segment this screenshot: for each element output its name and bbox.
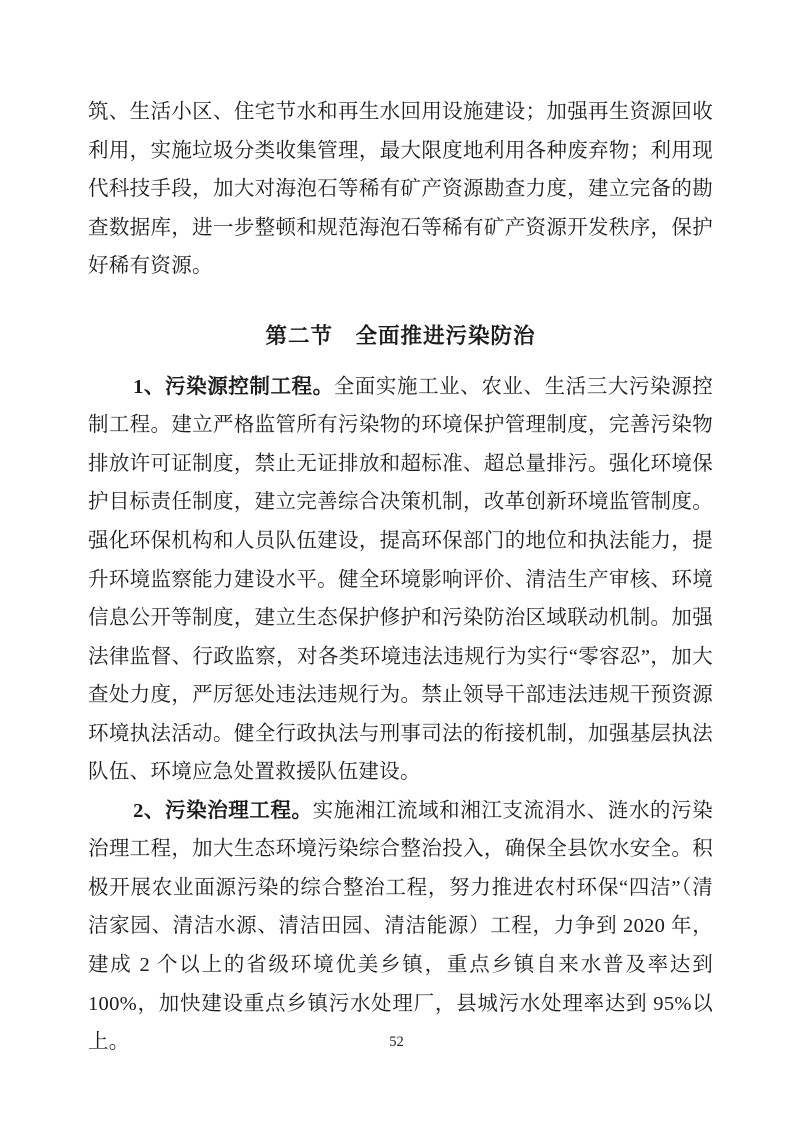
item-2-body: 实施湘江流域和湘江支流涓水、涟水的污染治理工程，加大生态环境污染综合整治投入，确保全县饮水安全。积极开展农业面源污染的综合整治工程，努力推进农村环保“四洁”（清洁家园、清洁水源、清洁田园、清洁能源）工程，力争到 2020 年，建成 2 个以上的省级环境优美乡镇，重点乡镇自来水普及率达到 100%，加快建设重点乡镇污水处理厂，县城污水处理率达到 95%以上。 [88, 799, 714, 1054]
item-2-lead: 2、污染治理工程。 [133, 799, 313, 822]
pollution-source-control-paragraph [88, 368, 713, 792]
page-number: 52 [389, 1034, 404, 1050]
pollution-treatment-paragraph [88, 792, 713, 1062]
body-text-continuation: 筑、生活小区、住宅节水和再生水回用设施建设；加强再生资源回收利用，实施垃圾分类收集管理，最大限度地利用各种废弃物；利用现代科技手段，加大对海泡石等稀有矿产资源勘查力度，建立完备的勘查数据库，进一步整顿和规范海泡石等稀有矿产资源开发秩序，保护好稀有资源。 [88, 101, 713, 278]
item-1-body: 全面实施工业、农业、生活三大污染源控制工程。建立严格监管所有污染物的环境保护管理制度，完善污染物排放许可证制度，禁止无证排放和超标准、超总量排污。强化环境保护目标责任制度，建立完善综合决策机制，改革创新环境监管制度。强化环保机构和人员队伍建设，提高环保部门的地位和执法能力，提升环境监察能力建设水平。健全环境影响评价、清洁生产审核、环境信息公开等制度，建立生态保护修护和污染防治区域联动机制。加强法律监督、行政监察，对各类环境违法违规行为实行“零容忍”，加大查处力度，严厉惩处违法违规行为。禁止领导干部违法违规干预资源环境执法活动。健全行政执法与刑事司法的衔接机制，加强基层执法队伍、环境应急处置救援队伍建设。 [88, 375, 713, 784]
section-heading: 第二节 全面推进污染防治 [265, 323, 536, 348]
item-1-lead: 1、污染源控制工程。 [133, 375, 334, 398]
